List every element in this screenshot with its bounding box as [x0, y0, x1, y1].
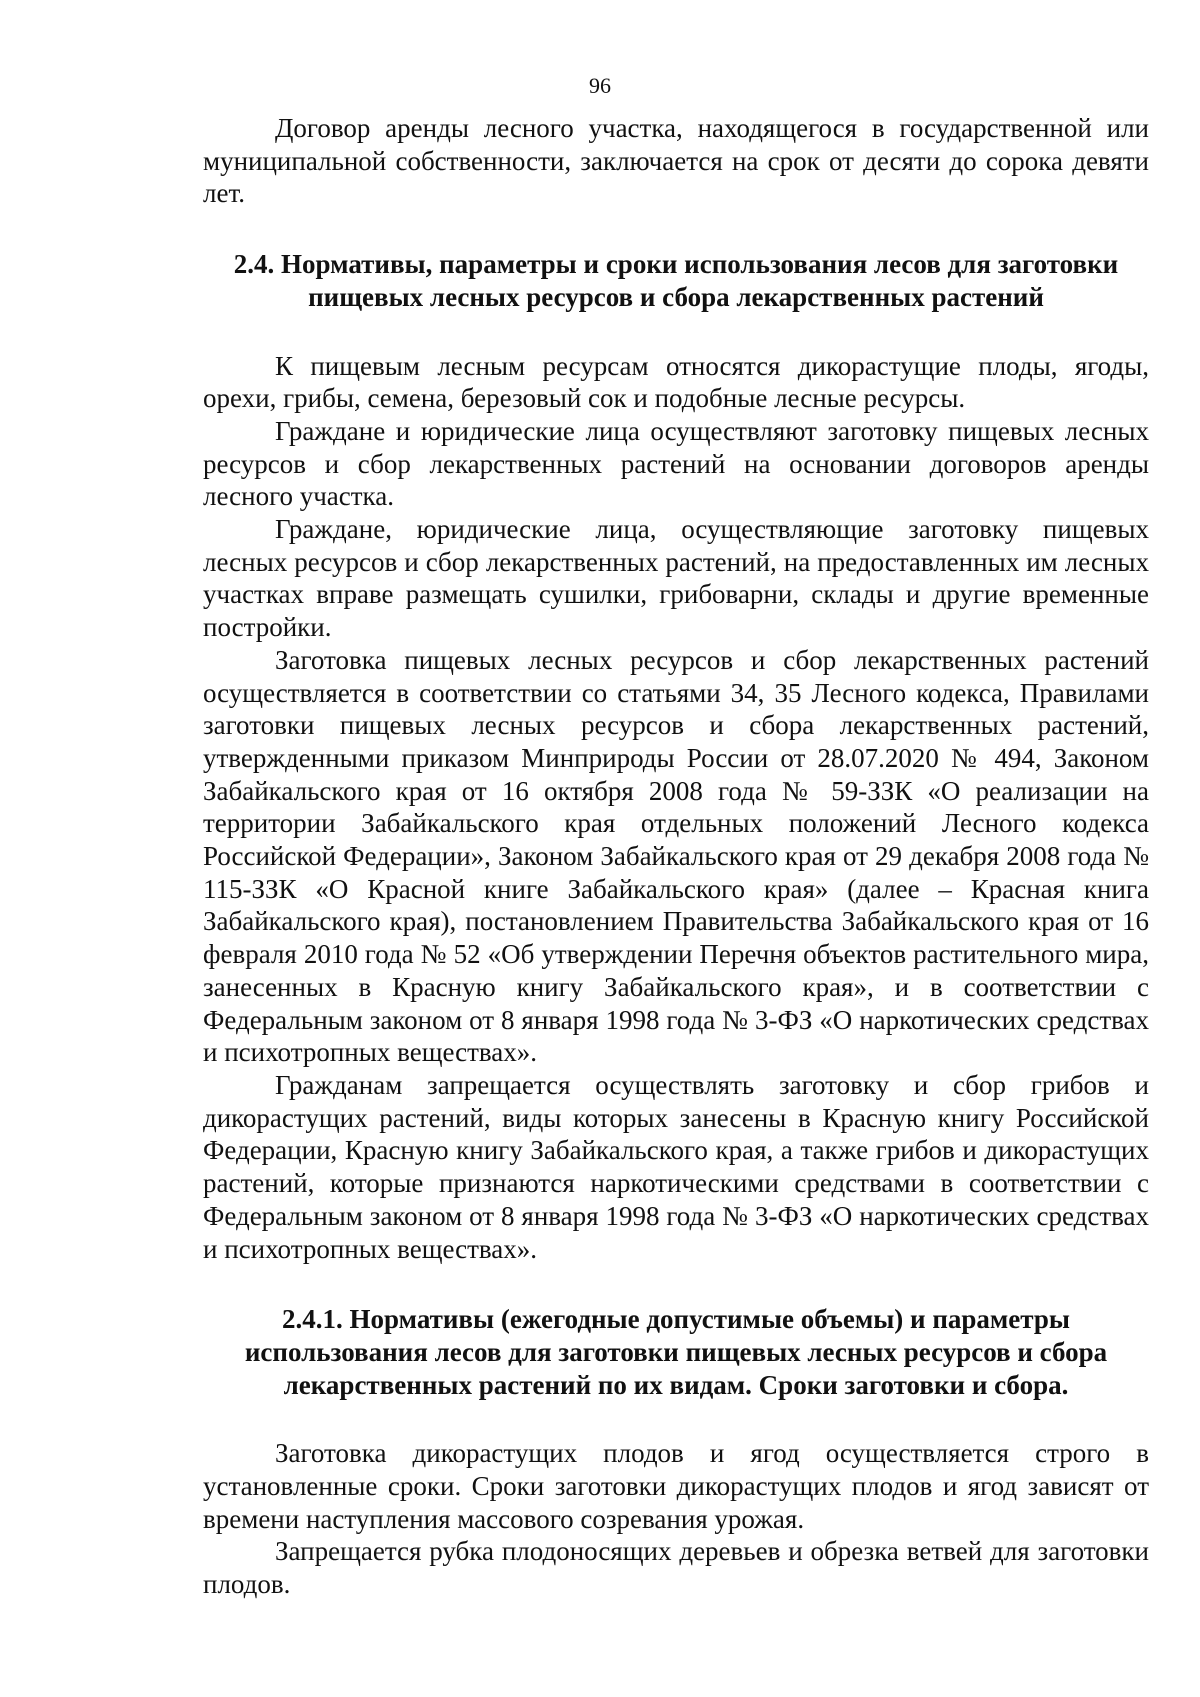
paragraph-legal-basis: Заготовка пищевых лесных ресурсов и сбор лекарственных растений осуществляется в соответствии со статьями 34, 35 Лесного кодекса, Правилами заготовки пищевых лесных ресурсов и сбора лекарственных растений, утвержденными приказом Минприроды России от 28.07.2020 № 494, Законом Забайкальского края от 16 октября 2008 года № 59-ЗЗК «О реализации на территории Забайкальского края отдельных положений Лесного кодекса Российской Федерации», Законом Забайкальского края от 29 декабря 2008 года № 115-ЗЗК «О Красной книге Забайкальского края» (далее – Красная книга Забайкальского края), постановлением Правительства Забайкальского края от 16 февраля 2010 года № 52 «Об утверждении Перечня объектов растительного мира, занесенных в Красную книгу Забайкальского края», и в соответствии с Федеральным законом от 8 января 1998 года № 3-ФЗ «О наркотических средствах и психотропных веществах».	[203, 644, 1149, 1068]
section-heading-2-4-1: 2.4.1. Нормативы (ежегодные допустимые объемы) и параметры использования лесов для заготовки пищевых лесных ресурсов и сбора лекарственных растений по их видам. Сроки заготовки и сбора.	[244, 1304, 1108, 1400]
paragraph-temporary-buildings: Граждане, юридические лица, осуществляющие заготовку пищевых лесных ресурсов и сбор лекарственных растений, на предоставленных им лесных участках вправе размещать сушилки, грибоварни, склады и другие временные постройки.	[203, 514, 1149, 643]
paragraph-food-resources-definition: К пищевым лесным ресурсам относятся дикорастущие плоды, ягоды, орехи, грибы, семена, березовый сок и подобные лесные ресурсы.	[203, 350, 1149, 414]
paragraph-cutting-prohibition: Запрещается рубка плодоносящих деревьев и обрезка ветвей для заготовки плодов.	[203, 1536, 1149, 1600]
paragraph-prohibition-red-book: Гражданам запрещается осуществлять заготовку и сбор грибов и дикорастущих растений, виды которых занесены в Красную книгу Российской Федерации, Красную книгу Забайкальского края, а также грибов и дикорастущих растений, которые признаются наркотическими средствами в соответствии с Федеральным законом от 8 января 1998 года № 3-ФЗ «О наркотических средствах и психотропных веществах».	[203, 1069, 1149, 1264]
paragraph-lease-term: Договор аренды лесного участка, находящегося в государственной или муниципальной собственности, заключается на срок от десяти до сорока девяти лет.	[203, 113, 1149, 209]
page-number: 96	[589, 73, 611, 98]
paragraph-harvest-basis: Граждане и юридические лица осуществляют заготовку пищевых лесных ресурсов и сбор лекарственных растений на основании договоров аренды лесного участка.	[203, 415, 1149, 512]
section-heading-2-4: 2.4. Нормативы, параметры и сроки использования лесов для заготовки пищевых лесных ресурсов и сбора лекарственных растений	[233, 249, 1119, 312]
paragraph-harvest-timing: Заготовка дикорастущих плодов и ягод осуществляется строго в установленные сроки. Сроки заготовки дикорастущих плодов и ягод зависят от времени наступления массового созревания урожая.	[203, 1438, 1149, 1534]
document-body	[203, 112, 1149, 1601]
